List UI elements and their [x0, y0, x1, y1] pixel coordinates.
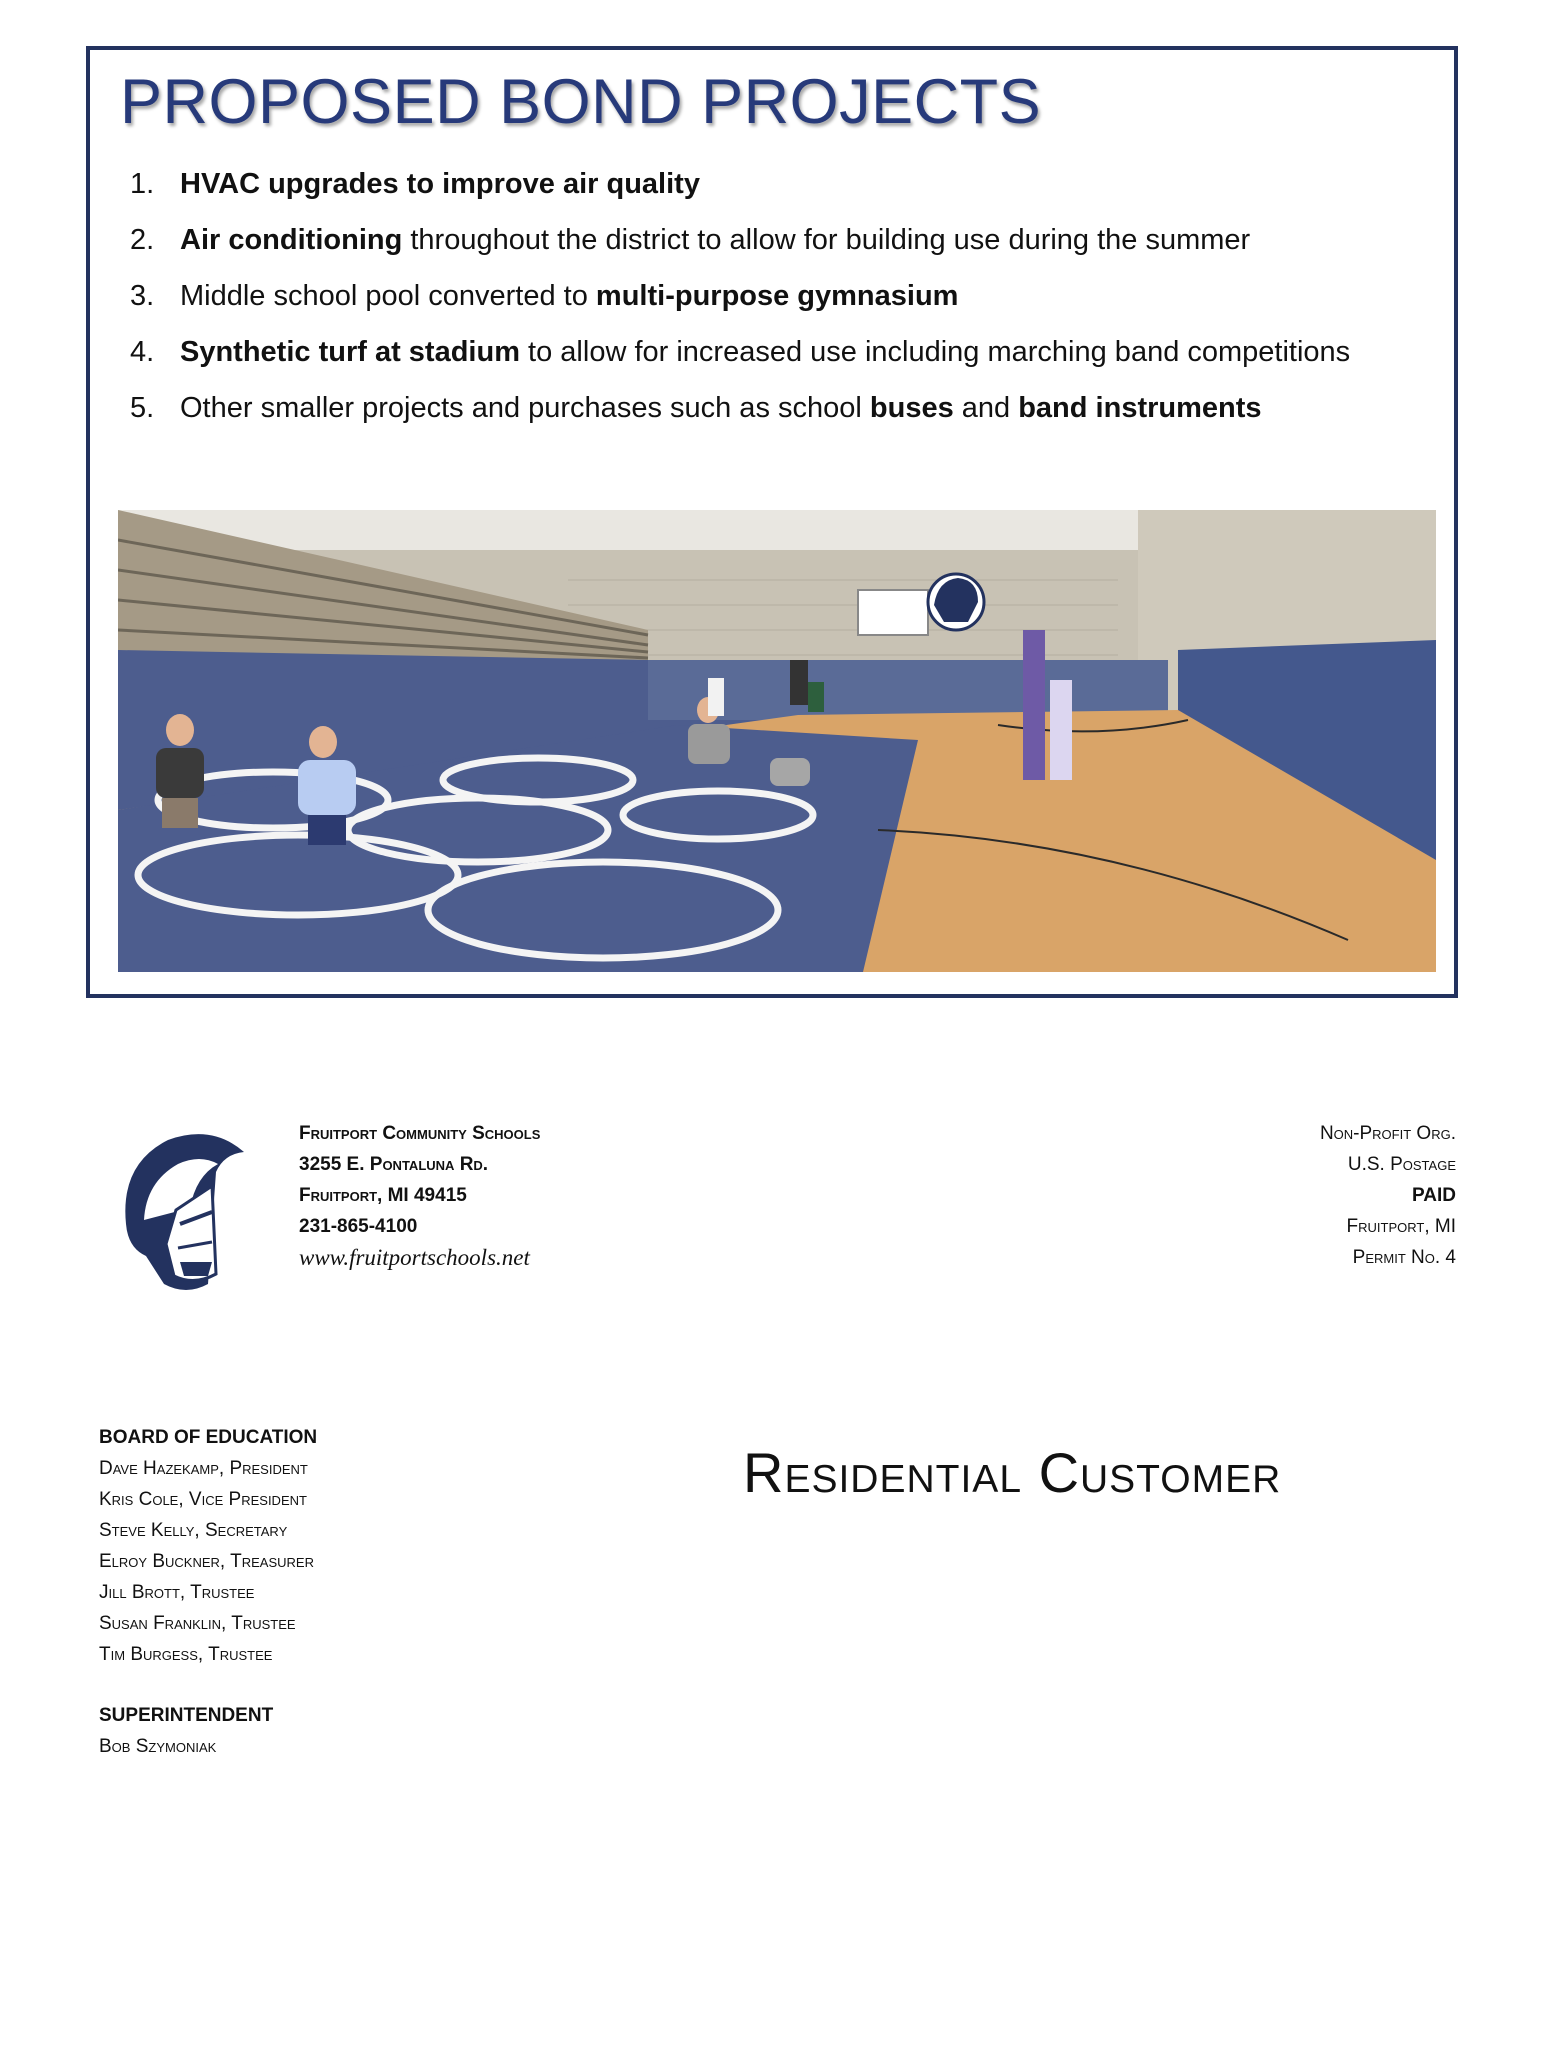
- superintendent-heading: SUPERINTENDENT: [99, 1705, 274, 1726]
- recipient-label: Residential Customer: [743, 1441, 1282, 1504]
- bond-item: 5. Other smaller projects and purchases such as school buses and band instruments: [130, 392, 1262, 424]
- bond-projects-box: [86, 46, 1458, 998]
- superintendent-name: Bob Szymoniak: [99, 1736, 217, 1757]
- sender-phone: 231-865-4100: [299, 1216, 418, 1237]
- postage-paid: PAID: [1412, 1185, 1456, 1206]
- postage-line: U.S. Postage: [1347, 1154, 1456, 1175]
- bond-item: 3. Middle school pool converted to multi-purpose gymnasium: [130, 280, 959, 312]
- board-member: Tim Burgess, Trustee: [99, 1644, 273, 1665]
- gymnasium-rendering: [118, 510, 1436, 972]
- board-member: Elroy Buckner, Treasurer: [99, 1551, 314, 1572]
- postage-permit: Permit No. 4: [1352, 1247, 1456, 1268]
- postage-line: Fruitport, MI: [1346, 1216, 1456, 1237]
- bond-item: 2. Air conditioning throughout the district to allow for building use during the summer: [130, 224, 1251, 256]
- sender-address: [299, 1118, 540, 1273]
- bond-title: PROPOSED BOND PROJECTS: [120, 67, 1042, 137]
- postage-line: Non-Profit Org.: [1319, 1123, 1456, 1144]
- sender-city: Fruitport, MI 49415: [299, 1185, 467, 1206]
- board-member: Susan Franklin, Trustee: [99, 1613, 296, 1634]
- spartan-logo: [116, 1124, 254, 1296]
- bond-item: 1. HVAC upgrades to improve air quality: [130, 168, 700, 200]
- board-member: Steve Kelly, Secretary: [99, 1520, 288, 1541]
- postage-indicia: [1320, 1118, 1456, 1273]
- bond-item: 4. Synthetic turf at stadium to allow for increased use including marching band competitions: [130, 336, 1351, 368]
- board-member: Jill Brott, Trustee: [99, 1582, 255, 1603]
- sender-name: Fruitport Community Schools: [299, 1123, 541, 1144]
- board-member: Dave Hazekamp, President: [99, 1458, 308, 1479]
- board-of-education: [99, 1422, 317, 1762]
- sender-website: www.fruitportschools.net: [299, 1245, 530, 1270]
- board-heading: BOARD OF EDUCATION: [99, 1427, 318, 1448]
- board-member: Kris Cole, Vice President: [99, 1489, 307, 1510]
- sender-street: 3255 E. Pontaluna Rd.: [299, 1154, 489, 1175]
- bond-project-list: [130, 166, 1430, 446]
